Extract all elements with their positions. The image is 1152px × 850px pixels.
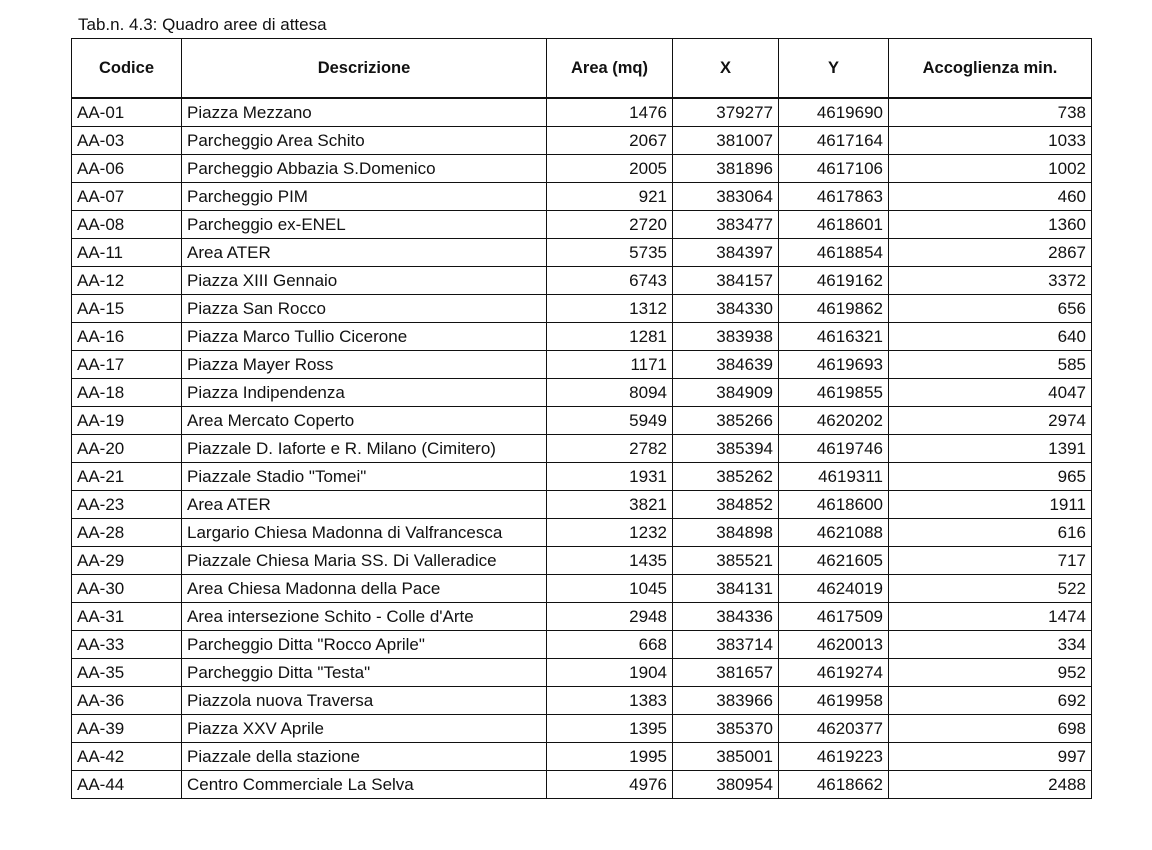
cell-code: AA-03 xyxy=(72,127,182,155)
cell-description: Parcheggio ex-ENEL xyxy=(182,211,547,239)
cell-code: AA-17 xyxy=(72,351,182,379)
table-row xyxy=(72,715,1092,743)
cell-code: AA-07 xyxy=(72,183,182,211)
cell-y: 4620013 xyxy=(779,631,889,659)
cell-capacity: 334 xyxy=(889,631,1092,659)
table-row xyxy=(72,407,1092,435)
cell-capacity: 656 xyxy=(889,295,1092,323)
cell-x: 385001 xyxy=(673,743,779,771)
table-header xyxy=(72,39,1092,99)
cell-description: Piazza Mayer Ross xyxy=(182,351,547,379)
cell-area: 668 xyxy=(547,631,673,659)
header-row xyxy=(72,39,1092,99)
cell-code: AA-20 xyxy=(72,435,182,463)
cell-x: 384336 xyxy=(673,603,779,631)
cell-x: 384852 xyxy=(673,491,779,519)
cell-y: 4619855 xyxy=(779,379,889,407)
cell-y: 4620377 xyxy=(779,715,889,743)
table-row xyxy=(72,127,1092,155)
cell-x: 383966 xyxy=(673,687,779,715)
table-caption: Tab.n. 4.3: Quadro aree di attesa xyxy=(78,15,327,34)
cell-x: 381007 xyxy=(673,127,779,155)
cell-y: 4624019 xyxy=(779,575,889,603)
cell-y: 4617863 xyxy=(779,183,889,211)
cell-code: AA-28 xyxy=(72,519,182,547)
cell-area: 4976 xyxy=(547,771,673,799)
column-header-description: Descrizione xyxy=(182,39,547,99)
cell-area: 2005 xyxy=(547,155,673,183)
cell-area: 6743 xyxy=(547,267,673,295)
cell-capacity: 692 xyxy=(889,687,1092,715)
cell-capacity: 616 xyxy=(889,519,1092,547)
cell-code: AA-30 xyxy=(72,575,182,603)
cell-description: Parcheggio Area Schito xyxy=(182,127,547,155)
cell-y: 4617164 xyxy=(779,127,889,155)
cell-description: Piazza Marco Tullio Cicerone xyxy=(182,323,547,351)
cell-capacity: 640 xyxy=(889,323,1092,351)
cell-y: 4619223 xyxy=(779,743,889,771)
table-row xyxy=(72,435,1092,463)
cell-x: 384909 xyxy=(673,379,779,407)
cell-code: AA-36 xyxy=(72,687,182,715)
cell-area: 5735 xyxy=(547,239,673,267)
cell-area: 1904 xyxy=(547,659,673,687)
cell-description: Parcheggio Ditta "Testa" xyxy=(182,659,547,687)
cell-capacity: 3372 xyxy=(889,267,1092,295)
column-header-y: Y xyxy=(779,39,889,99)
cell-area: 1045 xyxy=(547,575,673,603)
cell-x: 384157 xyxy=(673,267,779,295)
table-row xyxy=(72,519,1092,547)
cell-code: AA-23 xyxy=(72,491,182,519)
table-row xyxy=(72,379,1092,407)
cell-description: Area Chiesa Madonna della Pace xyxy=(182,575,547,603)
cell-code: AA-21 xyxy=(72,463,182,491)
table-row xyxy=(72,183,1092,211)
cell-code: AA-11 xyxy=(72,239,182,267)
cell-description: Piazza Indipendenza xyxy=(182,379,547,407)
cell-capacity: 2488 xyxy=(889,771,1092,799)
cell-description: Area ATER xyxy=(182,491,547,519)
cell-x: 383938 xyxy=(673,323,779,351)
cell-capacity: 738 xyxy=(889,98,1092,127)
table-row xyxy=(72,687,1092,715)
cell-x: 384330 xyxy=(673,295,779,323)
cell-code: AA-06 xyxy=(72,155,182,183)
cell-code: AA-31 xyxy=(72,603,182,631)
cell-code: AA-44 xyxy=(72,771,182,799)
cell-description: Piazzale della stazione xyxy=(182,743,547,771)
cell-area: 1995 xyxy=(547,743,673,771)
cell-capacity: 1360 xyxy=(889,211,1092,239)
cell-code: AA-16 xyxy=(72,323,182,351)
cell-x: 384639 xyxy=(673,351,779,379)
cell-capacity: 997 xyxy=(889,743,1092,771)
cell-area: 1435 xyxy=(547,547,673,575)
table-row xyxy=(72,771,1092,799)
table-row xyxy=(72,631,1092,659)
cell-y: 4619693 xyxy=(779,351,889,379)
cell-capacity: 4047 xyxy=(889,379,1092,407)
cell-code: AA-29 xyxy=(72,547,182,575)
cell-y: 4617106 xyxy=(779,155,889,183)
cell-capacity: 717 xyxy=(889,547,1092,575)
table-row xyxy=(72,239,1092,267)
cell-description: Piazzale Chiesa Maria SS. Di Valleradice xyxy=(182,547,547,575)
cell-capacity: 1391 xyxy=(889,435,1092,463)
cell-code: AA-39 xyxy=(72,715,182,743)
cell-description: Parcheggio Ditta "Rocco Aprile" xyxy=(182,631,547,659)
waiting-areas-table xyxy=(71,38,1092,799)
cell-capacity: 460 xyxy=(889,183,1092,211)
cell-x: 384898 xyxy=(673,519,779,547)
cell-code: AA-33 xyxy=(72,631,182,659)
cell-code: AA-01 xyxy=(72,98,182,127)
cell-code: AA-15 xyxy=(72,295,182,323)
cell-x: 381896 xyxy=(673,155,779,183)
cell-y: 4619746 xyxy=(779,435,889,463)
cell-capacity: 698 xyxy=(889,715,1092,743)
cell-capacity: 585 xyxy=(889,351,1092,379)
cell-area: 1931 xyxy=(547,463,673,491)
cell-description: Area Mercato Coperto xyxy=(182,407,547,435)
column-header-x: X xyxy=(673,39,779,99)
cell-x: 385521 xyxy=(673,547,779,575)
table-row xyxy=(72,463,1092,491)
cell-area: 1312 xyxy=(547,295,673,323)
cell-y: 4619162 xyxy=(779,267,889,295)
cell-capacity: 2867 xyxy=(889,239,1092,267)
table-row xyxy=(72,295,1092,323)
cell-y: 4619274 xyxy=(779,659,889,687)
table-row xyxy=(72,323,1092,351)
cell-x: 385394 xyxy=(673,435,779,463)
cell-x: 380954 xyxy=(673,771,779,799)
cell-y: 4618854 xyxy=(779,239,889,267)
cell-x: 381657 xyxy=(673,659,779,687)
cell-area: 1476 xyxy=(547,98,673,127)
table-row xyxy=(72,155,1092,183)
cell-x: 384131 xyxy=(673,575,779,603)
cell-area: 1395 xyxy=(547,715,673,743)
cell-description: Parcheggio Abbazia S.Domenico xyxy=(182,155,547,183)
cell-area: 2720 xyxy=(547,211,673,239)
table-row xyxy=(72,211,1092,239)
cell-capacity: 1033 xyxy=(889,127,1092,155)
cell-x: 384397 xyxy=(673,239,779,267)
table-row xyxy=(72,98,1092,127)
cell-code: AA-19 xyxy=(72,407,182,435)
cell-x: 385266 xyxy=(673,407,779,435)
table-row xyxy=(72,267,1092,295)
cell-x: 385262 xyxy=(673,463,779,491)
cell-area: 1232 xyxy=(547,519,673,547)
cell-area: 5949 xyxy=(547,407,673,435)
cell-area: 8094 xyxy=(547,379,673,407)
cell-description: Piazza XIII Gennaio xyxy=(182,267,547,295)
cell-capacity: 965 xyxy=(889,463,1092,491)
cell-y: 4619862 xyxy=(779,295,889,323)
cell-x: 379277 xyxy=(673,98,779,127)
cell-y: 4620202 xyxy=(779,407,889,435)
table-row xyxy=(72,351,1092,379)
cell-y: 4621605 xyxy=(779,547,889,575)
cell-description: Area ATER xyxy=(182,239,547,267)
cell-area: 3821 xyxy=(547,491,673,519)
cell-area: 2782 xyxy=(547,435,673,463)
cell-capacity: 1002 xyxy=(889,155,1092,183)
cell-capacity: 1474 xyxy=(889,603,1092,631)
cell-description: Piazza XXV Aprile xyxy=(182,715,547,743)
cell-y: 4621088 xyxy=(779,519,889,547)
cell-y: 4616321 xyxy=(779,323,889,351)
column-header-capacity: Accoglienza min. xyxy=(889,39,1092,99)
cell-description: Piazza San Rocco xyxy=(182,295,547,323)
column-header-code: Codice xyxy=(72,39,182,99)
cell-area: 2067 xyxy=(547,127,673,155)
cell-area: 2948 xyxy=(547,603,673,631)
cell-x: 383064 xyxy=(673,183,779,211)
table-row xyxy=(72,575,1092,603)
cell-y: 4619690 xyxy=(779,98,889,127)
cell-y: 4619958 xyxy=(779,687,889,715)
cell-code: AA-08 xyxy=(72,211,182,239)
cell-capacity: 952 xyxy=(889,659,1092,687)
cell-x: 385370 xyxy=(673,715,779,743)
cell-y: 4617509 xyxy=(779,603,889,631)
column-header-area: Area (mq) xyxy=(547,39,673,99)
cell-y: 4619311 xyxy=(779,463,889,491)
cell-code: AA-12 xyxy=(72,267,182,295)
table-row xyxy=(72,743,1092,771)
cell-y: 4618601 xyxy=(779,211,889,239)
cell-y: 4618600 xyxy=(779,491,889,519)
cell-area: 1171 xyxy=(547,351,673,379)
cell-description: Piazzale D. Iaforte e R. Milano (Cimitero) xyxy=(182,435,547,463)
cell-description: Piazzale Stadio "Tomei" xyxy=(182,463,547,491)
cell-description: Largario Chiesa Madonna di Valfrancesca xyxy=(182,519,547,547)
cell-code: AA-42 xyxy=(72,743,182,771)
table-row xyxy=(72,603,1092,631)
cell-description: Centro Commerciale La Selva xyxy=(182,771,547,799)
table-row xyxy=(72,491,1092,519)
cell-area: 1383 xyxy=(547,687,673,715)
cell-area: 1281 xyxy=(547,323,673,351)
cell-code: AA-35 xyxy=(72,659,182,687)
cell-description: Piazza Mezzano xyxy=(182,98,547,127)
cell-y: 4618662 xyxy=(779,771,889,799)
cell-code: AA-18 xyxy=(72,379,182,407)
cell-x: 383477 xyxy=(673,211,779,239)
table-row xyxy=(72,659,1092,687)
table-row xyxy=(72,547,1092,575)
cell-capacity: 522 xyxy=(889,575,1092,603)
cell-capacity: 2974 xyxy=(889,407,1092,435)
cell-capacity: 1911 xyxy=(889,491,1092,519)
cell-area: 921 xyxy=(547,183,673,211)
cell-description: Parcheggio PIM xyxy=(182,183,547,211)
cell-x: 383714 xyxy=(673,631,779,659)
table-body xyxy=(72,98,1092,799)
cell-description: Area intersezione Schito - Colle d'Arte xyxy=(182,603,547,631)
cell-description: Piazzola nuova Traversa xyxy=(182,687,547,715)
